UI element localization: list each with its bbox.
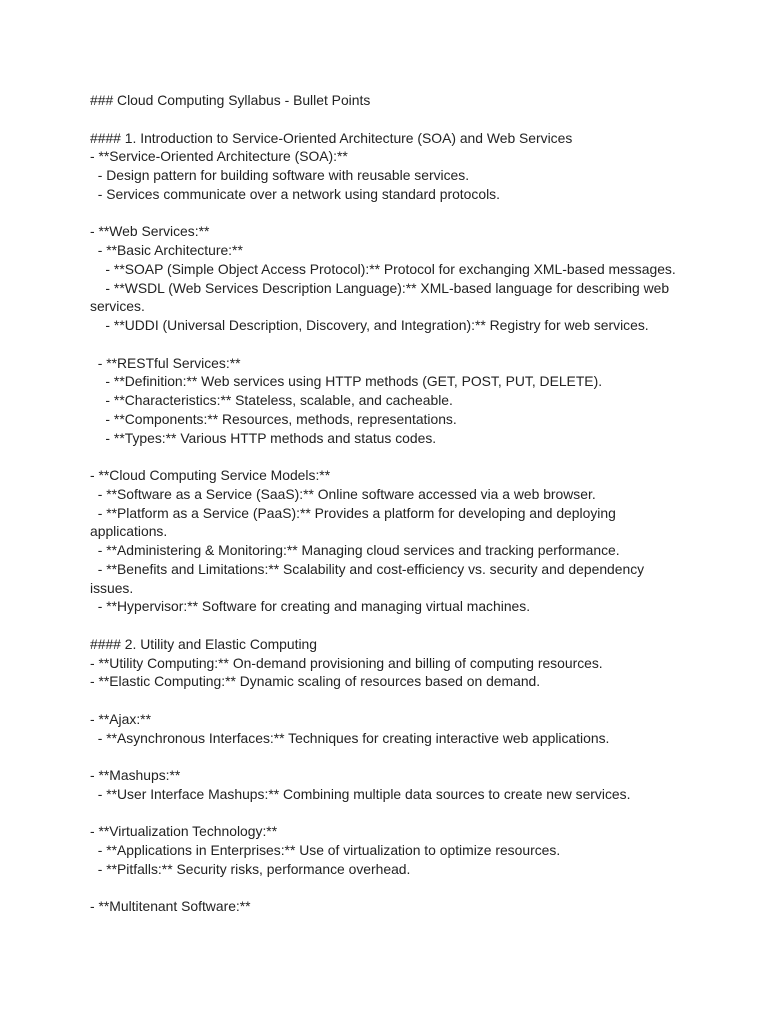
bullet-item: - **UDDI (Universal Description, Discovery, and Integration):** Registry for web services. (90, 317, 649, 333)
bullet-item: - **Types:** Various HTTP methods and status codes. (90, 429, 437, 446)
blank-line (90, 447, 690, 466)
blank-line (90, 879, 690, 898)
text-line: issues. (90, 579, 134, 596)
blank-line (90, 110, 690, 129)
bullet-item: - **Service-Oriented Architecture (SOA):** (90, 148, 348, 165)
blank-line (90, 204, 690, 223)
bullet-item: - Services communicate over a network using standard protocols. (90, 185, 500, 202)
bullet-item: - **SOAP (Simple Object Access Protocol):** Protocol for exchanging XML-based messages. (90, 260, 676, 277)
bullet-item: - **Definition:** Web services using HTTP methods (GET, POST, PUT, DELETE). (90, 373, 603, 390)
bullet-item: - **Mashups:** (90, 767, 181, 783)
bullet-item: - **WSDL (Web Services Description Language):** XML-based language for describing web (90, 279, 670, 296)
bullet-item: - **Utility Computing:** On-demand provisioning and billing of computing resources. (90, 654, 603, 671)
document-title: ### Cloud Computing Syllabus - Bullet Points (90, 92, 371, 108)
text-line: services. (90, 298, 145, 315)
bullet-item: - **User Interface Mashups:** Combining multiple data sources to create new services. (90, 785, 631, 802)
bullet-item: - **Hypervisor:** Software for creating and managing virtual machines. (90, 598, 531, 615)
section-heading: #### 1. Introduction to Service-Oriented Architecture (SOA) and Web Services (90, 129, 573, 146)
bullet-item: - **RESTful Services:** (90, 354, 241, 371)
bullet-item: - **Components:** Resources, methods, representations. (90, 410, 457, 427)
bullet-item: - **Virtualization Technology:** (90, 823, 278, 840)
document-page (90, 91, 690, 916)
bullet-item: - **Asynchronous Interfaces:** Techniques for creating interactive web applications. (90, 729, 610, 746)
blank-line (90, 335, 690, 354)
bullet-item: - **Software as a Service (SaaS):** Online software accessed via a web browser. (90, 485, 596, 502)
blank-line (90, 691, 690, 710)
bullet-item: - **Cloud Computing Service Models:** (90, 467, 331, 483)
bullet-item: - **Pitfalls:** Security risks, performance overhead. (90, 860, 411, 877)
blank-line (90, 616, 690, 635)
bullet-item: - **Administering & Monitoring:** Managing cloud services and tracking performance. (90, 542, 620, 558)
bullet-item: - **Basic Architecture:** (90, 242, 243, 258)
bullet-item: - Design pattern for building software with reusable services. (90, 167, 470, 183)
bullet-item: - **Ajax:** (90, 710, 151, 727)
bullet-item: - **Platform as a Service (PaaS):** Provides a platform for developing and deploying (90, 504, 616, 521)
bullet-item: - **Applications in Enterprises:** Use of virtualization to optimize resources. (90, 842, 561, 858)
section-heading: #### 2. Utility and Elastic Computing (90, 635, 317, 652)
bullet-item: - **Elastic Computing:** Dynamic scaling of resources based on demand. (90, 673, 541, 690)
bullet-item: - **Characteristics:** Stateless, scalable, and cacheable. (90, 392, 453, 408)
bullet-item: - **Web Services:** (90, 223, 210, 240)
bullet-item: - **Benefits and Limitations:** Scalability and cost-efficiency vs. security and dependency (90, 560, 645, 577)
blank-line (90, 747, 690, 766)
bullet-item: - **Multitenant Software:** (90, 898, 251, 915)
text-line: applications. (90, 523, 168, 540)
blank-line (90, 804, 690, 823)
